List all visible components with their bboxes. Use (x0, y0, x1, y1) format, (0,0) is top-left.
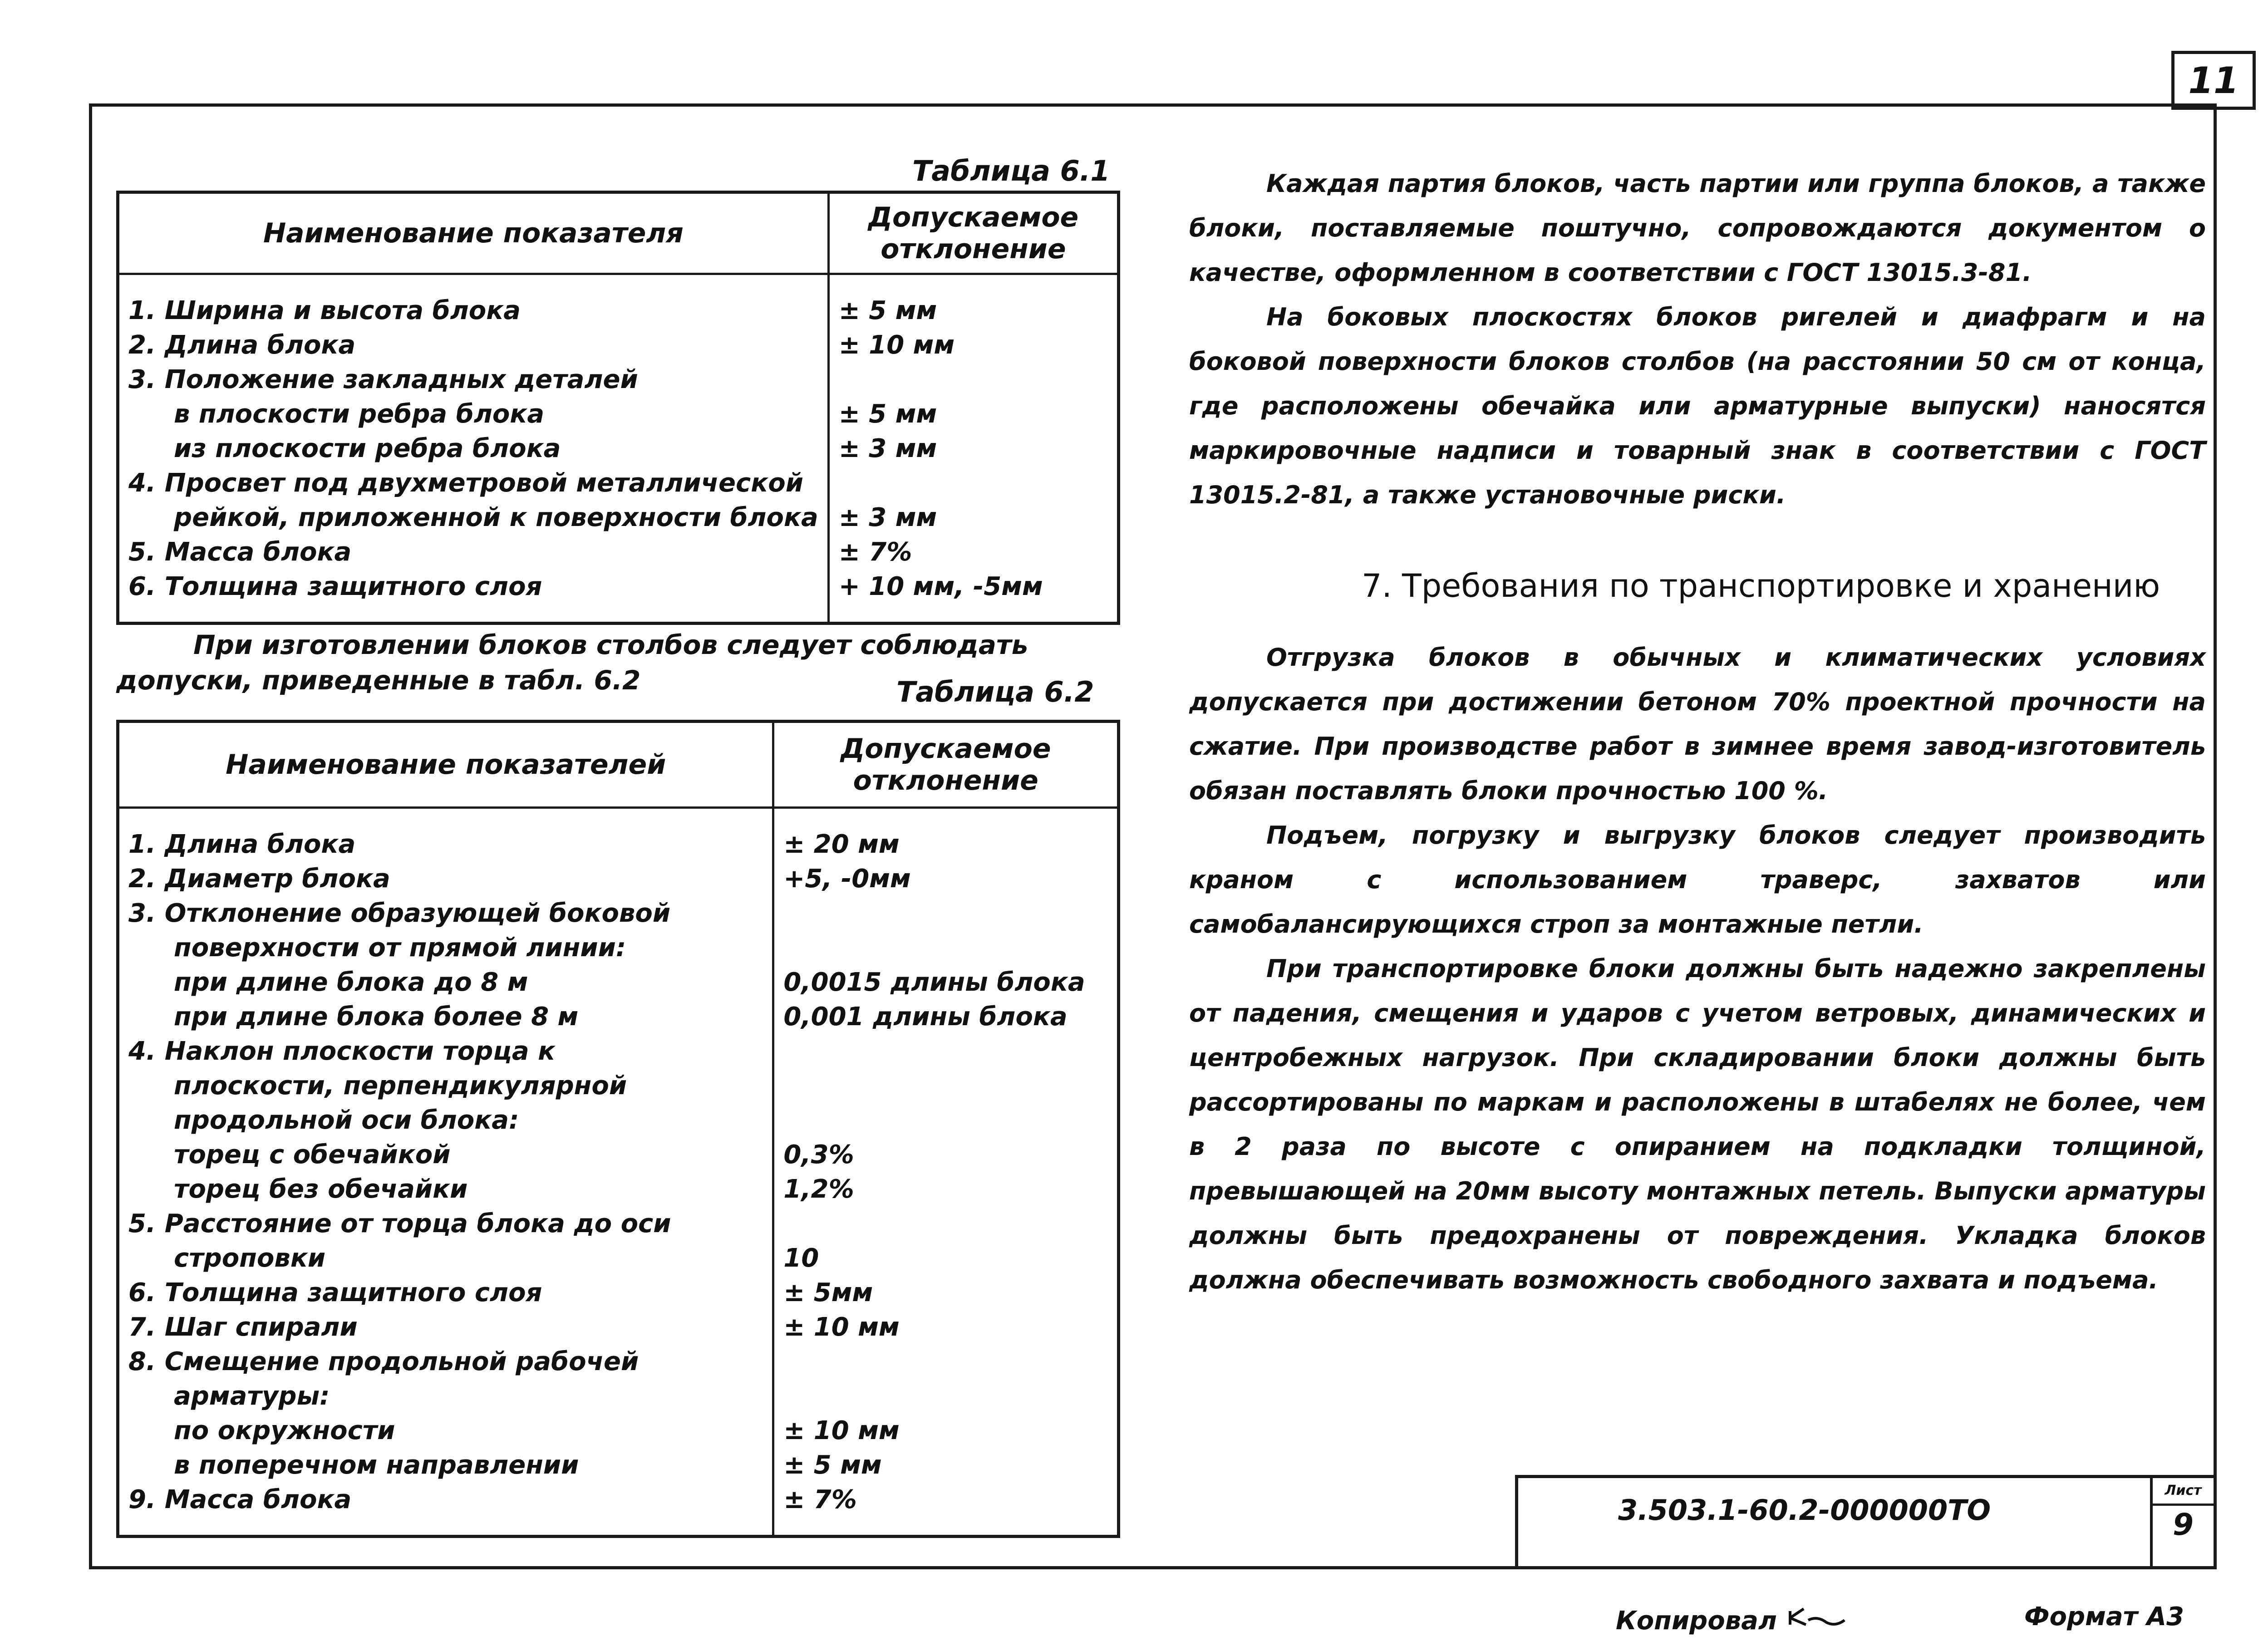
table-row (118, 896, 1119, 930)
table-row (118, 1034, 1119, 1068)
row-tolerance: ± 5 мм (828, 397, 1118, 431)
table1-caption: Таблица 6.1 (912, 154, 1110, 187)
note-between-tables: При изготовлении блоков столбов следует соблюдать допуски, приведенные в табл. 6.2 (116, 629, 1028, 696)
row-tolerance (773, 1034, 1119, 1068)
row-tolerance: 0,001 длины блока (773, 999, 1119, 1034)
row-name: 4. Наклон плоскости торца к (128, 1036, 556, 1066)
row-tolerance: ± 7% (773, 1482, 1119, 1517)
row-name: арматуры: (174, 1381, 330, 1411)
row-tolerance: ± 10 мм (773, 1310, 1119, 1344)
table-row (118, 431, 1119, 466)
table-row (118, 1068, 1119, 1103)
row-tolerance (773, 1344, 1119, 1379)
table-row (118, 1241, 1119, 1275)
row-name: 3. Отклонение образующей боковой (128, 898, 671, 928)
document-code: 3.503.1-60.2-000000ТО (1618, 1494, 1991, 1527)
table-row (118, 1310, 1119, 1344)
table-row (118, 535, 1119, 569)
table-row (118, 1103, 1119, 1137)
row-tolerance (773, 1103, 1119, 1137)
sheet-corner-mark: 11 (2171, 51, 2256, 110)
row-tolerance: ± 20 мм (773, 827, 1119, 861)
footer-format: Формат А3 (2024, 1602, 2184, 1631)
row-tolerance: 0,0015 длины блока (773, 965, 1119, 999)
table-row (118, 1344, 1119, 1379)
table-row (118, 827, 1119, 861)
row-tolerance (828, 466, 1118, 500)
row-tolerance: ± 5 мм (828, 293, 1118, 328)
table2 (116, 720, 1120, 1538)
row-tolerance: + 10 мм, -5мм (828, 569, 1118, 604)
paragraph-quality-document: Каждая партия блоков, часть партии или группа блоков, а также блоки, поставляемые поштучно, сопровождаются документом о качестве, оформленном в соответствии с ГОСТ 13015.3-81. (1189, 169, 2206, 287)
table-row (118, 1379, 1119, 1413)
table-row (118, 500, 1119, 535)
footer-copied-label: Копировал (1616, 1606, 1777, 1636)
table-row (118, 965, 1119, 999)
right-text-block-2 (1189, 635, 2206, 1302)
row-name: 9. Масса блока (128, 1484, 352, 1514)
right-text-block-1 (1189, 162, 2206, 517)
row-name: 2. Диаметр блока (128, 864, 390, 894)
table1 (116, 191, 1120, 625)
row-name: поверхности от прямой линии: (174, 933, 626, 963)
row-name: 2. Длина блока (128, 330, 356, 360)
row-tolerance: ± 5мм (773, 1275, 1119, 1310)
row-name: плоскости, перпендикулярной (174, 1071, 627, 1101)
row-tolerance (773, 1379, 1119, 1413)
paragraph-transport-storage: При транспортировке блоки должны быть надежно закреплены от падения, смещения и ударов с учетом ветровых, динамических и центробежных нагрузок. При складировании блоки должны быть рассортированы по маркам и расположены в штабелях не более, чем в 2 раза по высоте с опиранием на подкладки толщиной, превышающей на 20мм высоту монтажных петель. Выпуски арматуры должны быть предохранены от повреждения. Укладка блоков должна обеспечивать возможность свободного захвата и подъема. (1189, 954, 2206, 1294)
table2-caption: Таблица 6.2 (896, 675, 1094, 708)
table-row (118, 1206, 1119, 1241)
row-tolerance: 1,2% (773, 1172, 1119, 1206)
row-tolerance: +5, -0мм (773, 861, 1119, 896)
row-name: 1. Ширина и высота блока (128, 295, 521, 325)
row-name: 8. Смещение продольной рабочей (128, 1346, 639, 1376)
row-tolerance: ± 7% (828, 535, 1118, 569)
sheet-number: 9 (2173, 1507, 2194, 1542)
row-name: в поперечном направлении (174, 1450, 579, 1480)
row-name: при длине блока более 8 м (174, 1002, 579, 1032)
row-tolerance: ± 3 мм (828, 500, 1118, 535)
table-row (118, 861, 1119, 896)
row-tolerance (773, 896, 1119, 930)
row-name: 6. Толщина защитного слоя (128, 1278, 542, 1307)
row-tolerance (773, 1206, 1119, 1241)
row-name: строповки (174, 1243, 326, 1273)
sheet-label: Лист (2153, 1478, 2214, 1506)
table2-header-name: Наименование показателей (118, 722, 773, 808)
signature-mark (1786, 1602, 1849, 1636)
table-row (118, 1275, 1119, 1310)
section-title-transport: 7. Требования по транспортировке и хранению (1362, 567, 2160, 604)
table-row (118, 1137, 1119, 1172)
paragraph-marking: На боковых плоскостях блоков ригелей и диафрагм и на боковой поверхности блоков столбов (на расстоянии 50 см от конца, где расположены обечайка или арматурные выпуски) наносятся маркировочные надписи и товарный знак в соответствии с ГОСТ 13015.2-81, а также установочные риски. (1189, 303, 2206, 509)
title-stamp (1515, 1475, 2217, 1569)
table-row (118, 999, 1119, 1034)
table-row (118, 1172, 1119, 1206)
row-name: 5. Расстояние от торца блока до оси (128, 1209, 671, 1238)
table-row (118, 1448, 1119, 1482)
table1-header-name: Наименование показателя (118, 192, 829, 274)
table-row (118, 293, 1119, 328)
row-name: при длине блока до 8 м (174, 967, 528, 997)
row-name: 4. Просвет под двухметровой металлической (128, 468, 803, 498)
row-name: торец без обечайки (174, 1174, 468, 1204)
row-tolerance: ± 3 мм (828, 431, 1118, 466)
row-tolerance: 10 (773, 1241, 1119, 1275)
table2-header-tolerance: Допускаемое отклонение (773, 722, 1119, 808)
table-row (118, 328, 1119, 362)
table-row (118, 466, 1119, 500)
row-tolerance: ± 10 мм (773, 1413, 1119, 1448)
table-row (118, 397, 1119, 431)
row-name: по окружности (174, 1415, 395, 1445)
paragraph-shipment: Отгрузка блоков в обычных и климатических условиях допускается при достижении бетоном 70% проектной прочности на сжатие. При производстве работ в зимнее время завод-изготовитель обязан поставлять блоки прочностью 100 %. (1189, 643, 2206, 805)
table-row (118, 930, 1119, 965)
table1-header-tolerance: Допускаемое отклонение (828, 192, 1118, 274)
row-name: 6. Толщина защитного слоя (128, 571, 542, 601)
footer-copied (1616, 1602, 1849, 1636)
row-name: рейкой, приложенной к поверхности блока (174, 502, 818, 532)
row-name: 7. Шаг спирали (128, 1312, 358, 1342)
row-name: 1. Длина блока (128, 829, 356, 859)
row-name: 5. Масса блока (128, 537, 352, 567)
row-tolerance (828, 362, 1118, 397)
sheet-cell (2150, 1478, 2214, 1566)
row-tolerance: ± 5 мм (773, 1448, 1119, 1482)
row-name: продольной оси блока: (174, 1105, 519, 1135)
row-tolerance (773, 1068, 1119, 1103)
paragraph-lifting: Подъем, погрузку и выгрузку блоков следует производить краном с использованием траверс, захватов или самобалансирующихся строп за монтажные петли. (1189, 821, 2206, 939)
row-tolerance: 0,3% (773, 1137, 1119, 1172)
row-tolerance (773, 930, 1119, 965)
row-tolerance: ± 10 мм (828, 328, 1118, 362)
row-name: 3. Положение закладных деталей (128, 364, 638, 394)
row-name: торец с обечайкой (174, 1140, 451, 1169)
table-row (118, 1413, 1119, 1448)
row-name: в плоскости ребра блока (174, 399, 545, 429)
row-name: из плоскости ребра блока (174, 433, 561, 463)
table-row (118, 569, 1119, 604)
table-row (118, 362, 1119, 397)
table-row (118, 1482, 1119, 1517)
